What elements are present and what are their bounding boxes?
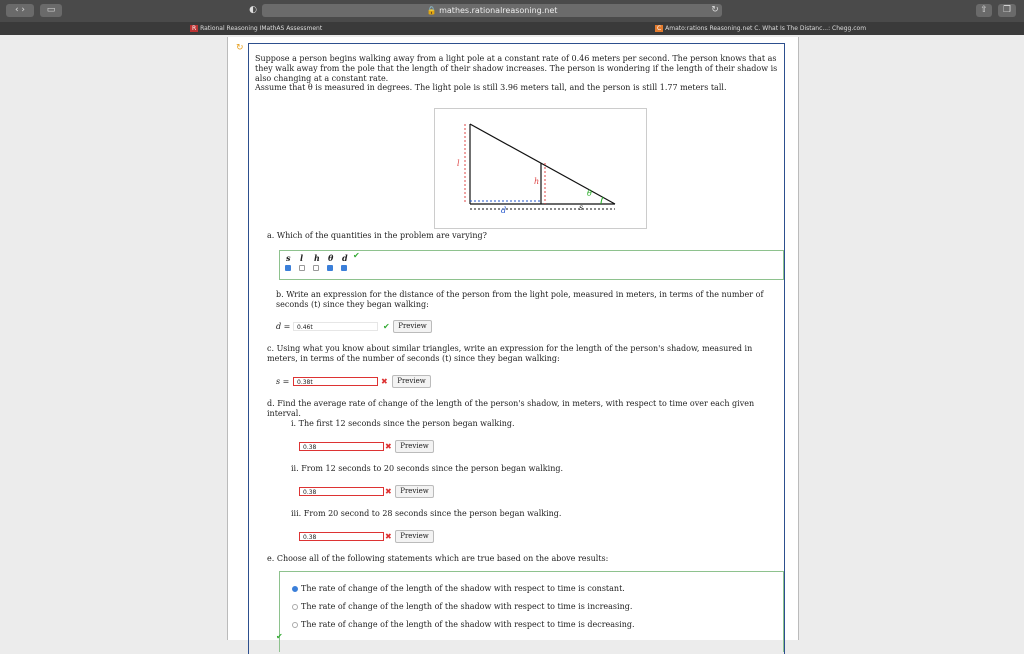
url-text: mathes.rationalreasoning.net [439,6,558,15]
quantity-checkbox[interactable] [299,265,305,271]
part-c-incorrect-icon: ✖ [381,377,388,386]
part-d-iii-label: iii. From 20 second to 28 seconds since the person began walking. [291,509,562,518]
option-decreasing-label: The rate of change of the length of the shadow with respect to time is decreasing. [301,620,635,629]
privacy-icon[interactable]: ◐ [249,5,257,15]
part-a-correct-icon: ✔ [353,251,360,260]
option-constant-label: The rate of change of the length of the shadow with respect to time is constant. [301,584,625,593]
sidebar-icon[interactable]: ▭ [40,4,62,17]
quantity-label: θ [328,253,334,263]
part-a-answer-box [279,250,784,280]
part-e-correct-icon: ✔ [276,632,283,641]
back-forward-buttons[interactable]: ‹ › [6,4,34,17]
part-c-question: c. Using what you know about similar triangles, write an expression for the length of the person's shadow, measured in meters, in terms of the number of seconds (t) since they began walking: [267,344,753,363]
refresh-icon[interactable]: ↻ [236,43,244,53]
assessment-page [227,37,799,640]
part-d-ii-label: ii. From 12 seconds to 20 seconds since the person began walking. [291,464,564,473]
share-icon[interactable]: ⇧ [976,4,992,17]
question-panel [248,43,785,654]
label-theta: θ [587,189,592,198]
part-d-ii-preview-button[interactable]: Preview [395,485,434,498]
rate-input-iii[interactable]: 0.38 [299,532,384,541]
rate-input-ii[interactable]: 0.38 [299,487,384,496]
part-d-ii-incorrect-icon: ✖ [385,487,392,496]
quantity-checkbox[interactable] [341,265,347,271]
part-b-question: b. Write an expression for the distance of the person from the light pole, measured in meters, in terms of the number of seconds (t) since they began walking: [276,290,764,309]
quantity-checkbox[interactable] [313,265,319,271]
problem-intro: Suppose a person begins walking away from a light pole at a constant rate of 0.46 meters per second. The person knows that as they walk away from the pole that the length of their shadow increases. The person is wondering if the length of their shadow is also changing at a constant rate. [255,54,778,83]
quantity-label: h [314,253,320,263]
tab-imathas[interactable]: R Rational Reasoning IMathAS Assessment [192,25,323,32]
option-increasing-label: The rate of change of the length of the shadow with respect to time is increasing. [301,602,633,611]
part-b-preview-button[interactable]: Preview [393,320,432,333]
option-decreasing-radio[interactable] [292,622,298,628]
part-a-question: a. Which of the quantities in the problem are varying? [267,231,487,240]
browser-toolbar [0,0,1024,22]
shadow-input[interactable]: 0.38t [293,377,378,386]
part-e-question: e. Choose all of the following statements which are true based on the above results: [267,554,609,563]
label-s: s [579,203,584,212]
tab-bar [0,22,1024,35]
label-h: h [534,177,540,186]
option-constant-radio[interactable] [292,586,298,592]
label-l: l [457,159,460,168]
triangle-figure [434,108,647,229]
reload-icon[interactable]: ↻ [711,5,719,15]
quantity-label: d [342,253,348,263]
part-c-preview-button[interactable]: Preview [392,375,431,388]
part-d-iii-preview-button[interactable]: Preview [395,530,434,543]
quantity-checkbox[interactable] [327,265,333,271]
quantity-label: s [286,253,291,263]
tab-chegg-label: Amato:rations Reasoning.net C. What Is The Distanc...: Chegg.com [665,25,867,32]
quantity-label: l [300,253,304,263]
part-d-i-incorrect-icon: ✖ [385,442,392,451]
part-b-var: d = [276,322,291,331]
part-b-correct-icon: ✔ [383,322,390,331]
distance-input[interactable]: 0.46t [293,322,378,331]
part-c-var: s = [276,377,290,386]
problem-assumption: Assume that θ is measured in degrees. The light pole is still 3.96 meters tall, and the person is still 1.77 meters tall. [255,83,727,92]
address-bar[interactable]: 🔒 mathes.rationalreasoning.net [262,4,722,17]
part-d-question: d. Find the average rate of change of the length of the person's shadow, in meters, with respect to time over each given interval. [267,399,755,418]
quantity-checkbox[interactable] [285,265,291,271]
part-d-iii-incorrect-icon: ✖ [385,532,392,541]
part-d-i-preview-button[interactable]: Preview [395,440,434,453]
label-d: d [501,206,507,215]
triangle-diagram [435,109,646,228]
option-increasing-radio[interactable] [292,604,298,610]
tab-chegg[interactable]: C Amato:rations Reasoning.net C. What Is The Distanc...: Chegg.com [657,25,867,32]
tabs-icon[interactable]: ❐ [998,4,1016,17]
tab-imathas-label: Rational Reasoning IMathAS Assessment [200,25,323,32]
rate-input-i[interactable]: 0.38 [299,442,384,451]
part-d-i-label: i. The first 12 seconds since the person began walking. [291,419,515,428]
